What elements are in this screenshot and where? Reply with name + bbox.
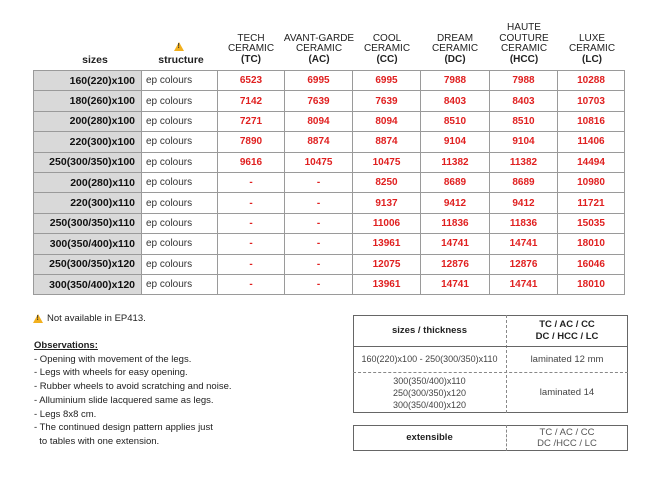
price-cell: - bbox=[285, 193, 353, 213]
price-cell: 8874 bbox=[285, 132, 353, 152]
price-cell: 8250 bbox=[353, 172, 421, 192]
observation-item: - The continued design pattern applies just bbox=[34, 422, 213, 434]
table-row bbox=[34, 193, 625, 213]
price-cell: - bbox=[218, 234, 285, 254]
size-cell: 200(280)x110 bbox=[34, 172, 142, 192]
structure-cell: ep colours bbox=[142, 152, 218, 172]
column-header-line: LUXE bbox=[578, 32, 606, 44]
price-cell: 12876 bbox=[490, 254, 558, 274]
table-row bbox=[34, 152, 625, 172]
column-header bbox=[213, 34, 289, 66]
column-header-code: (LC) bbox=[582, 53, 602, 65]
size-cell: 220(300)x110 bbox=[34, 193, 142, 213]
price-cell: 16046 bbox=[558, 254, 625, 274]
column-header-code: (HCC) bbox=[509, 53, 539, 65]
price-cell: 9412 bbox=[421, 193, 490, 213]
column-header-line: COOL bbox=[372, 32, 402, 44]
size-cell: 300(350/400)x110 bbox=[34, 234, 142, 254]
table-row bbox=[34, 91, 625, 111]
column-header bbox=[554, 34, 630, 66]
column-header-line: CERAMIC bbox=[431, 43, 479, 54]
column-header bbox=[417, 34, 493, 66]
table-row bbox=[34, 132, 625, 152]
price-cell: 15035 bbox=[558, 213, 625, 233]
observation-item: - Rubber wheels to avoid scratching and noise. bbox=[34, 381, 232, 393]
price-cell: - bbox=[218, 193, 285, 213]
price-cell: 11836 bbox=[490, 213, 558, 233]
size-cell: 180(260)x100 bbox=[34, 91, 142, 111]
structure-cell: ep colours bbox=[142, 274, 218, 294]
price-cell: 8689 bbox=[490, 172, 558, 192]
note-text: Not available in EP413. bbox=[47, 313, 146, 324]
price-cell: - bbox=[218, 254, 285, 274]
column-header-code: (CC) bbox=[376, 53, 398, 65]
price-cell: 8094 bbox=[353, 111, 421, 131]
price-cell: 14741 bbox=[421, 274, 490, 294]
column-header-line: CERAMIC bbox=[295, 43, 343, 54]
price-cell: 7639 bbox=[353, 91, 421, 111]
size-cell: 300(350/400)x120 bbox=[34, 274, 142, 294]
size-cell: 220(300)x100 bbox=[34, 132, 142, 152]
thickness-row2-size: 300(350/400)x120 bbox=[392, 400, 467, 410]
price-cell: 14741 bbox=[421, 234, 490, 254]
table-row bbox=[34, 111, 625, 131]
column-header-line: CERAMIC bbox=[227, 43, 275, 54]
table-row bbox=[34, 254, 625, 274]
price-cell: 14741 bbox=[490, 274, 558, 294]
price-cell: 10475 bbox=[353, 152, 421, 172]
price-cell: 11382 bbox=[421, 152, 490, 172]
table-row bbox=[34, 172, 625, 192]
table-row bbox=[34, 71, 625, 91]
price-cell: 11721 bbox=[558, 193, 625, 213]
thickness-row1-left: 160(220)x100 - 250(300/350)x110 bbox=[361, 354, 498, 364]
observation-item: - Legs 8x8 cm. bbox=[34, 408, 97, 420]
column-header-line: AVANT-GARDE bbox=[283, 32, 355, 44]
observation-item: - Legs with wheels for easy opening. bbox=[34, 367, 188, 379]
size-cell: 250(300/350)x120 bbox=[34, 254, 142, 274]
observation-item: to tables with one extension. bbox=[34, 435, 160, 447]
price-cell: 6995 bbox=[285, 71, 353, 91]
warning-triangle-icon bbox=[174, 42, 184, 51]
thickness-header-left: sizes / thickness bbox=[392, 325, 467, 336]
warning-triangle-icon bbox=[33, 314, 43, 323]
price-cell: 8094 bbox=[285, 111, 353, 131]
header-sizes: sizes bbox=[82, 54, 108, 66]
price-cell: 8403 bbox=[421, 91, 490, 111]
price-cell: 11006 bbox=[353, 213, 421, 233]
price-cell: - bbox=[285, 213, 353, 233]
structure-cell: ep colours bbox=[142, 172, 218, 192]
thickness-header-right-1: TC / AC / CC bbox=[539, 319, 595, 330]
price-cell: 6995 bbox=[353, 71, 421, 91]
extensible-right-2: DC /HCC / LC bbox=[537, 438, 597, 449]
price-cell: 11382 bbox=[490, 152, 558, 172]
price-cell: 9104 bbox=[490, 132, 558, 152]
price-cell: 7142 bbox=[218, 91, 285, 111]
size-cell: 250(300/350)x110 bbox=[34, 213, 142, 233]
thickness-header-right-2: DC / HCC / LC bbox=[535, 331, 599, 342]
price-cell: 9137 bbox=[353, 193, 421, 213]
price-cell: - bbox=[218, 274, 285, 294]
price-cell: - bbox=[218, 172, 285, 192]
table-row bbox=[34, 274, 625, 294]
price-cell: 10288 bbox=[558, 71, 625, 91]
column-header-line: DREAM bbox=[436, 32, 474, 44]
column-header bbox=[281, 34, 357, 66]
column-header-code: (TC) bbox=[241, 53, 261, 65]
thickness-row2-left bbox=[353, 375, 506, 411]
size-cell: 250(300/350)x100 bbox=[34, 152, 142, 172]
structure-cell: ep colours bbox=[142, 91, 218, 111]
price-cell: - bbox=[285, 172, 353, 192]
price-cell: 13961 bbox=[353, 274, 421, 294]
price-table bbox=[33, 70, 625, 295]
price-cell: 14494 bbox=[558, 152, 625, 172]
price-cell: 18010 bbox=[558, 234, 625, 254]
structure-cell: ep colours bbox=[142, 132, 218, 152]
price-cell: 10816 bbox=[558, 111, 625, 131]
price-cell: 10980 bbox=[558, 172, 625, 192]
price-cell: 9104 bbox=[421, 132, 490, 152]
observation-item: - Opening with movement of the legs. bbox=[34, 353, 192, 365]
price-cell: 8510 bbox=[421, 111, 490, 131]
price-cell: 14741 bbox=[490, 234, 558, 254]
structure-cell: ep colours bbox=[142, 213, 218, 233]
observations bbox=[34, 339, 334, 449]
thickness-row2-size: 250(300/350)x120 bbox=[392, 388, 467, 398]
price-cell: 11406 bbox=[558, 132, 625, 152]
price-cell: 8874 bbox=[353, 132, 421, 152]
extensible-table bbox=[353, 425, 628, 451]
thickness-row1-right: laminated 12 mm bbox=[530, 354, 604, 365]
observations-title: Observations: bbox=[34, 340, 98, 351]
price-cell: 9616 bbox=[218, 152, 285, 172]
structure-cell: ep colours bbox=[142, 71, 218, 91]
column-header bbox=[349, 34, 425, 66]
structure-cell: ep colours bbox=[142, 234, 218, 254]
structure-cell: ep colours bbox=[142, 193, 218, 213]
price-cell: 7988 bbox=[490, 71, 558, 91]
observation-item: - Alluminium slide lacquered same as legs. bbox=[34, 394, 214, 406]
price-cell: - bbox=[285, 274, 353, 294]
table-row bbox=[34, 234, 625, 254]
price-cell: 12075 bbox=[353, 254, 421, 274]
column-header-line: TECH bbox=[237, 32, 265, 44]
price-cell: 13961 bbox=[353, 234, 421, 254]
price-cell: 7988 bbox=[421, 71, 490, 91]
thickness-row2-right: laminated 14 bbox=[539, 387, 595, 398]
price-cell: 10703 bbox=[558, 91, 625, 111]
price-cell: 8689 bbox=[421, 172, 490, 192]
column-header-line: HAUTE bbox=[507, 22, 541, 33]
price-cell: - bbox=[218, 213, 285, 233]
price-cell: 8403 bbox=[490, 91, 558, 111]
availability-note bbox=[33, 313, 146, 324]
price-cell: 6523 bbox=[218, 71, 285, 91]
size-cell: 200(280)x100 bbox=[34, 111, 142, 131]
column-header-line: CERAMIC bbox=[363, 43, 411, 54]
price-cell: - bbox=[285, 254, 353, 274]
extensible-right-1: TC / AC / CC bbox=[539, 427, 595, 438]
price-cell: 12876 bbox=[421, 254, 490, 274]
column-header-code: (AC) bbox=[308, 53, 330, 65]
column-header-code: (DC) bbox=[444, 53, 466, 65]
thickness-table bbox=[353, 315, 628, 413]
price-cell: 11836 bbox=[421, 213, 490, 233]
price-cell: 7639 bbox=[285, 91, 353, 111]
column-header-line: COUTURE bbox=[499, 32, 549, 44]
column-header-line: CERAMIC bbox=[500, 43, 548, 54]
column-header bbox=[486, 23, 562, 65]
price-cell: - bbox=[285, 234, 353, 254]
price-cell: 8510 bbox=[490, 111, 558, 131]
price-cell: 7271 bbox=[218, 111, 285, 131]
extensible-label: extensible bbox=[406, 432, 453, 443]
header-structure: structure bbox=[158, 54, 204, 66]
price-cell: 18010 bbox=[558, 274, 625, 294]
column-header-line: CERAMIC bbox=[568, 43, 616, 54]
structure-cell: ep colours bbox=[142, 111, 218, 131]
price-cell: 7890 bbox=[218, 132, 285, 152]
table-row bbox=[34, 213, 625, 233]
price-cell: 9412 bbox=[490, 193, 558, 213]
thickness-row2-size: 300(350/400)x110 bbox=[393, 376, 466, 386]
price-cell: 10475 bbox=[285, 152, 353, 172]
structure-cell: ep colours bbox=[142, 254, 218, 274]
size-cell: 160(220)x100 bbox=[34, 71, 142, 91]
